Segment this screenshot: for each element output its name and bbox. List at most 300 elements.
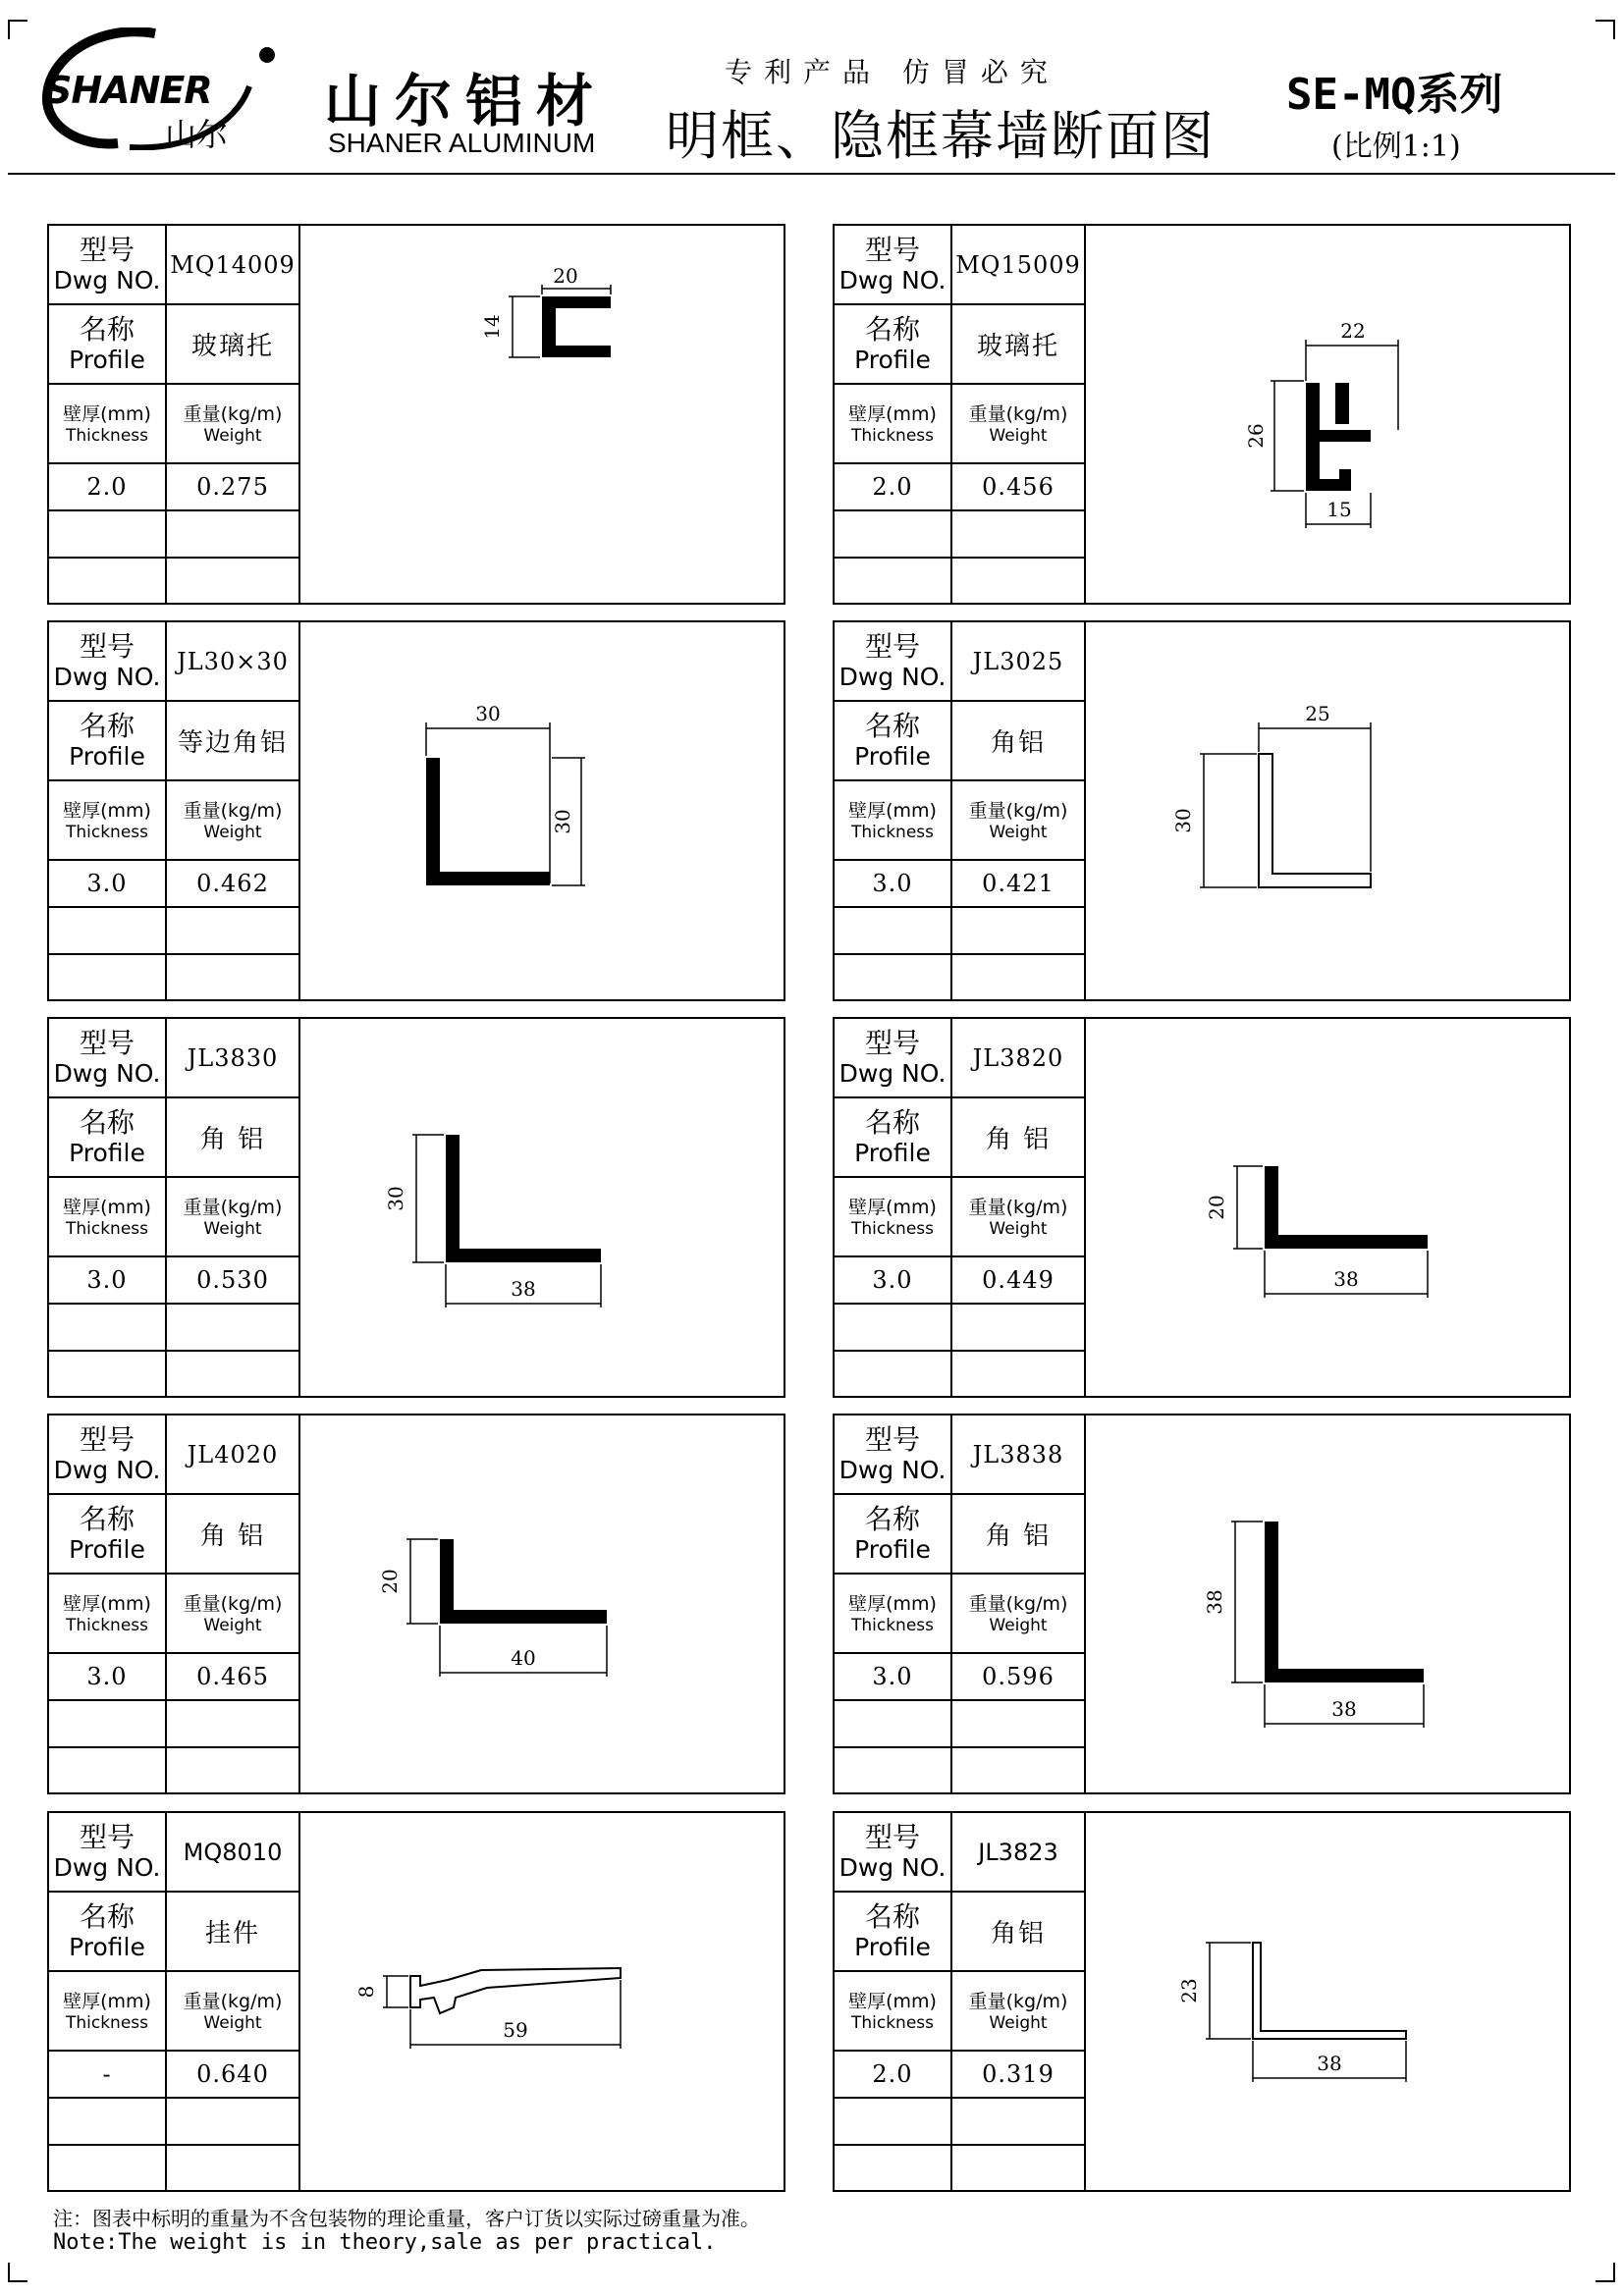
- profile-value: [952, 1495, 1084, 1575]
- thickness-label: [49, 781, 167, 861]
- profile-label-cn: 名称: [864, 1105, 920, 1139]
- weight-label-cn: 重量(kg/m): [968, 1196, 1068, 1218]
- section-drawing: [300, 1813, 785, 2192]
- model-value: [167, 226, 298, 305]
- blank-cell: [49, 908, 167, 955]
- model-value: [952, 1415, 1084, 1495]
- profile-label-cn: 名称: [864, 1899, 920, 1933]
- thickness-value: [49, 2052, 167, 2099]
- profile-label-en: Profile: [854, 1138, 931, 1167]
- weight-label-cn: 重量(kg/m): [183, 402, 283, 425]
- thickness-label-en: Thickness: [65, 822, 149, 842]
- blank-cell: [952, 1352, 1084, 1398]
- thickness-label-en: Thickness: [850, 1615, 935, 1635]
- channel-profile: [542, 296, 611, 357]
- model-label-cn: 型号: [79, 1026, 135, 1059]
- model-label-en: Dwg NO.: [839, 1058, 947, 1088]
- thickness-value: [835, 464, 952, 511]
- blank-cell: [49, 1352, 167, 1398]
- spec-table: [49, 226, 300, 605]
- weight-value-text: 0.319: [982, 2060, 1055, 2088]
- weight-label: [952, 781, 1084, 861]
- series-code: SE-MQ系列: [1286, 70, 1503, 120]
- thickness-label: [49, 1575, 167, 1654]
- section-drawing: [1086, 1415, 1571, 1794]
- profile-label: [835, 305, 952, 385]
- model-label-en: Dwg NO.: [53, 1058, 161, 1088]
- footer-note-en: Note:The weight is in theory,sale as per practical.: [53, 2230, 717, 2255]
- thickness-value-text: 3.0: [86, 1663, 128, 1690]
- weight-label-cn: 重量(kg/m): [968, 1990, 1068, 2012]
- model-label: [49, 226, 167, 305]
- weight-value-text: 0.275: [196, 473, 269, 501]
- blank-cell: [952, 559, 1084, 605]
- model-label: [49, 1415, 167, 1495]
- section-drawing: [1086, 1019, 1571, 1398]
- thickness-label: [49, 1178, 167, 1257]
- weight-label-en: Weight: [989, 2012, 1048, 2033]
- spec-table: [835, 622, 1086, 1001]
- profile-label-cn: 名称: [864, 312, 920, 346]
- profile-card-MQ15009: [833, 224, 1571, 605]
- thickness-label: [835, 1972, 952, 2052]
- blank-cell: [952, 2099, 1084, 2146]
- thickness-value-text: 2.0: [872, 2060, 913, 2088]
- blank-cell: [835, 955, 952, 1001]
- thickness-value-text: 2.0: [872, 473, 913, 501]
- model-value: [952, 226, 1084, 305]
- profile-label: [835, 702, 952, 781]
- header-divider: [8, 173, 1615, 175]
- profile-card-JL3025: [833, 620, 1571, 1001]
- thickness-label-en: Thickness: [65, 1218, 149, 1239]
- blank-cell: [49, 955, 167, 1001]
- l-angle-profile: [440, 1539, 607, 1624]
- l-angle-profile: [1265, 1166, 1428, 1249]
- spec-table: [835, 1813, 1086, 2192]
- profile-value-text: 玻璃托: [190, 332, 274, 361]
- hook-profile: [410, 1968, 621, 2013]
- profile-label-cn: 名称: [79, 709, 135, 742]
- profile-section-svg: [300, 226, 785, 605]
- profile-label-en: Profile: [69, 1932, 145, 1961]
- model-label-en: Dwg NO.: [53, 1852, 161, 1882]
- thickness-value-text: -: [102, 2060, 112, 2088]
- thickness-value-text: 3.0: [872, 1266, 913, 1294]
- model-value-text: MQ8010: [183, 1838, 283, 1866]
- profile-value-text: 角 铝: [199, 1125, 266, 1154]
- section-drawing: [1086, 1813, 1571, 2192]
- model-value-text: JL3838: [972, 1440, 1064, 1468]
- dim-height: 23: [1177, 1978, 1201, 2003]
- weight-label-en: Weight: [203, 822, 262, 842]
- model-label-en: Dwg NO.: [839, 265, 947, 294]
- weight-label-en: Weight: [203, 1218, 262, 1239]
- blank-cell: [49, 1305, 167, 1352]
- weight-label-en: Weight: [203, 425, 262, 446]
- weight-label-cn: 重量(kg/m): [968, 799, 1068, 822]
- weight-label-en: Weight: [203, 2012, 262, 2033]
- weight-label: [167, 385, 298, 464]
- section-drawing: [300, 226, 785, 605]
- profile-label: [835, 1098, 952, 1178]
- blank-cell: [49, 559, 167, 605]
- weight-value-text: 0.462: [196, 870, 269, 897]
- blank-cell: [835, 908, 952, 955]
- profile-value-text: 角 铝: [199, 1522, 266, 1551]
- weight-value-text: 0.465: [196, 1663, 269, 1690]
- profile-label-cn: 名称: [79, 312, 135, 346]
- profile-card-JL3820: [833, 1017, 1571, 1398]
- profile-value-text: 玻璃托: [976, 332, 1059, 361]
- weight-label: [167, 781, 298, 861]
- weight-value: [167, 2052, 298, 2099]
- model-value: [952, 1813, 1084, 1893]
- profile-value: [952, 1098, 1084, 1178]
- section-drawing: [300, 622, 785, 1001]
- profile-label-en: Profile: [69, 1138, 145, 1167]
- dim-height: 30: [1171, 808, 1195, 833]
- dim-width: 38: [1333, 1267, 1359, 1291]
- profile-section-svg: [1086, 622, 1571, 1001]
- profile-label: [49, 1495, 167, 1575]
- model-value: [167, 1415, 298, 1495]
- crop-mark-bottom-right: [1596, 2263, 1615, 2282]
- model-label-cn: 型号: [864, 629, 920, 663]
- dim-width: 38: [1317, 2052, 1342, 2075]
- model-value-text: MQ14009: [170, 250, 296, 279]
- dimension-extension-line: [1335, 383, 1349, 424]
- blank-cell: [952, 511, 1084, 559]
- weight-label-cn: 重量(kg/m): [183, 1196, 283, 1218]
- model-label-en: Dwg NO.: [839, 1852, 947, 1882]
- profile-label: [49, 702, 167, 781]
- model-value: [952, 622, 1084, 702]
- weight-value: [167, 1257, 298, 1305]
- profile-label-en: Profile: [854, 741, 931, 771]
- l-angle-profile: [1265, 1522, 1424, 1682]
- dim-width: 20: [553, 264, 578, 288]
- weight-label-en: Weight: [989, 1615, 1048, 1635]
- spec-table: [835, 1415, 1086, 1794]
- weight-label-cn: 重量(kg/m): [968, 402, 1068, 425]
- section-drawing: [300, 1415, 785, 1794]
- profile-label-en: Profile: [69, 1534, 145, 1564]
- profile-card-MQ8010: [47, 1811, 785, 2192]
- thickness-value-text: 3.0: [872, 870, 913, 897]
- thickness-label: [49, 385, 167, 464]
- blank-cell: [49, 2146, 167, 2192]
- blank-cell: [167, 1701, 298, 1748]
- thickness-label-cn: 壁厚(mm): [848, 1990, 937, 2012]
- model-value: [167, 1813, 298, 1893]
- model-label: [49, 622, 167, 702]
- profile-label: [835, 1893, 952, 1972]
- spec-table: [49, 1813, 300, 2192]
- dim-height: 26: [1244, 423, 1268, 449]
- thickness-label: [49, 1972, 167, 2052]
- thickness-value: [49, 1654, 167, 1701]
- profile-label-en: Profile: [854, 345, 931, 374]
- thickness-value: [835, 861, 952, 908]
- weight-label-en: Weight: [989, 425, 1048, 446]
- blank-cell: [835, 2099, 952, 2146]
- thickness-value-text: 2.0: [86, 473, 128, 501]
- model-value: [167, 622, 298, 702]
- weight-value: [952, 861, 1084, 908]
- profile-label-en: Profile: [854, 1534, 931, 1564]
- dim-width: 22: [1340, 319, 1366, 343]
- weight-value-text: 0.530: [196, 1266, 269, 1294]
- model-label: [49, 1019, 167, 1098]
- profile-label-en: Profile: [69, 345, 145, 374]
- profile-value-text: 角铝: [990, 1919, 1046, 1949]
- outline-angle-profile: [1259, 754, 1371, 887]
- model-label-cn: 型号: [864, 1820, 920, 1853]
- thickness-label-cn: 壁厚(mm): [848, 1196, 937, 1218]
- profile-card-MQ14009: [47, 224, 785, 605]
- profile-label: [835, 1495, 952, 1575]
- crop-mark-bottom-left: [8, 2263, 27, 2282]
- thickness-label: [835, 1575, 952, 1654]
- blank-cell: [835, 511, 952, 559]
- profile-value: [952, 1893, 1084, 1972]
- profile-section-svg: [1086, 1019, 1571, 1398]
- thickness-label-cn: 壁厚(mm): [63, 1592, 151, 1615]
- section-drawing: [1086, 622, 1571, 1001]
- scale-note: (比例1:1): [1331, 130, 1461, 164]
- thickness-label-cn: 壁厚(mm): [63, 1196, 151, 1218]
- profile-label: [49, 1098, 167, 1178]
- footer-note-cn: 注：图表中标明的重量为不含包装物的理论重量，客户订货以实际过磅重量为准。: [53, 2207, 760, 2230]
- spec-table: [49, 1415, 300, 1794]
- thickness-label: [835, 1178, 952, 1257]
- logo-subtitle: 山尔: [165, 116, 229, 153]
- thickness-label-en: Thickness: [65, 1615, 149, 1635]
- weight-label-en: Weight: [989, 1218, 1048, 1239]
- weight-label: [167, 1178, 298, 1257]
- blank-cell: [167, 908, 298, 955]
- profile-section-svg: [1086, 1813, 1571, 2192]
- weight-value: [167, 861, 298, 908]
- profile-card-JL3830: [47, 1017, 785, 1398]
- profile-card-JL4020: [47, 1414, 785, 1794]
- dim-width: 59: [503, 2018, 528, 2042]
- thickness-value: [835, 2052, 952, 2099]
- dim-height: 20: [378, 1569, 402, 1594]
- thickness-label-cn: 壁厚(mm): [63, 402, 151, 425]
- weight-label: [952, 1972, 1084, 2052]
- thickness-value: [49, 464, 167, 511]
- profile-label-en: Profile: [69, 741, 145, 771]
- weight-label-cn: 重量(kg/m): [183, 1990, 283, 2012]
- blank-cell: [49, 1748, 167, 1794]
- profile-section-svg: [1086, 226, 1571, 605]
- model-value-text: JL3830: [187, 1043, 279, 1072]
- profile-value-text: 角铝: [990, 728, 1046, 758]
- profile-section-svg: [300, 1019, 785, 1398]
- thickness-label-en: Thickness: [850, 425, 935, 446]
- thickness-label: [835, 385, 952, 464]
- profile-label: [49, 305, 167, 385]
- profile-label-cn: 名称: [79, 1105, 135, 1139]
- profile-value: [952, 702, 1084, 781]
- model-label-cn: 型号: [864, 1026, 920, 1059]
- thickness-label: [835, 781, 952, 861]
- dim-height: 14: [480, 314, 504, 340]
- weight-value-text: 0.456: [982, 473, 1055, 501]
- model-value: [167, 1019, 298, 1098]
- model-label-cn: 型号: [79, 1422, 135, 1456]
- logo-wordmark: SHANER: [45, 69, 212, 112]
- profile-section-svg: [300, 622, 785, 1001]
- profile-value: [167, 1098, 298, 1178]
- section-drawing: [1086, 226, 1571, 605]
- blank-cell: [49, 1701, 167, 1748]
- thickness-label-en: Thickness: [65, 425, 149, 446]
- profile-label-cn: 名称: [79, 1899, 135, 1933]
- thickness-label-en: Thickness: [850, 822, 935, 842]
- blank-cell: [952, 1305, 1084, 1352]
- thickness-value: [49, 861, 167, 908]
- profile-section-svg: [1086, 1415, 1571, 1794]
- company-name-en: SHANER ALUMINUM: [328, 128, 596, 158]
- model-label-cn: 型号: [79, 629, 135, 663]
- blank-cell: [167, 1748, 298, 1794]
- document-title: 明框、隐框幕墙断面图: [666, 105, 1216, 167]
- profile-label-cn: 名称: [864, 709, 920, 742]
- profile-value: [167, 1495, 298, 1575]
- thickness-label-en: Thickness: [850, 2012, 935, 2033]
- profile-value: [167, 305, 298, 385]
- profile-section-svg: [300, 1813, 785, 2192]
- blank-cell: [167, 955, 298, 1001]
- profile-label-cn: 名称: [864, 1502, 920, 1535]
- weight-value-text: 0.640: [196, 2060, 269, 2088]
- spec-table: [49, 622, 300, 1001]
- model-value-text: MQ15009: [955, 250, 1081, 279]
- profile-value-text: 挂件: [204, 1919, 260, 1949]
- profile-label: [49, 1893, 167, 1972]
- blank-cell: [952, 2146, 1084, 2192]
- dim-width: 38: [511, 1277, 536, 1301]
- model-label-cn: 型号: [79, 233, 135, 266]
- weight-label: [952, 1178, 1084, 1257]
- blank-cell: [167, 1352, 298, 1398]
- dim-height: 8: [354, 1985, 378, 1999]
- weight-label-cn: 重量(kg/m): [968, 1592, 1068, 1615]
- dim-height: 38: [1203, 1589, 1226, 1615]
- thickness-label-en: Thickness: [850, 1218, 935, 1239]
- patent-note: 专利产品 仿冒必究: [725, 56, 1059, 88]
- profile-section-svg: [300, 1415, 785, 1794]
- blank-cell: [835, 1352, 952, 1398]
- profile-value: [167, 1893, 298, 1972]
- dim-height: 20: [1205, 1195, 1228, 1220]
- thickness-label-cn: 壁厚(mm): [848, 799, 937, 822]
- profile-label-en: Profile: [854, 1932, 931, 1961]
- weight-value: [952, 464, 1084, 511]
- weight-label-en: Weight: [203, 1615, 262, 1635]
- dim-width: 30: [475, 702, 501, 725]
- model-label-cn: 型号: [79, 1820, 135, 1853]
- model-label: [835, 226, 952, 305]
- blank-cell: [167, 559, 298, 605]
- blank-cell: [167, 1305, 298, 1352]
- model-label-en: Dwg NO.: [839, 1455, 947, 1484]
- thickness-label-en: Thickness: [65, 2012, 149, 2033]
- spec-table: [49, 1019, 300, 1398]
- weight-label: [167, 1972, 298, 2052]
- l-angle-profile: [446, 1135, 601, 1262]
- thickness-label-cn: 壁厚(mm): [848, 1592, 937, 1615]
- model-label: [835, 1415, 952, 1495]
- blank-cell: [952, 1748, 1084, 1794]
- weight-label-en: Weight: [989, 822, 1048, 842]
- weight-value: [167, 1654, 298, 1701]
- profile-value-text: 等边角铝: [177, 728, 288, 758]
- thickness-label-cn: 壁厚(mm): [63, 799, 151, 822]
- thickness-value: [49, 1257, 167, 1305]
- dim-bottom: 15: [1326, 498, 1352, 521]
- blank-cell: [49, 511, 167, 559]
- profile-card-JL30×30: [47, 620, 785, 1001]
- model-value-text: JL30×30: [177, 647, 289, 675]
- thickness-value-text: 3.0: [86, 870, 128, 897]
- model-value-text: JL3820: [972, 1043, 1064, 1072]
- blank-cell: [952, 908, 1084, 955]
- blank-cell: [167, 2146, 298, 2192]
- company-name-cn: 山尔铝材: [324, 68, 608, 134]
- model-label-en: Dwg NO.: [53, 265, 161, 294]
- model-label: [835, 1813, 952, 1893]
- model-value-text: JL3823: [978, 1838, 1058, 1866]
- blank-cell: [835, 1748, 952, 1794]
- blank-cell: [952, 1701, 1084, 1748]
- profile-value: [167, 702, 298, 781]
- model-value-text: JL4020: [187, 1440, 279, 1468]
- weight-label: [952, 385, 1084, 464]
- profile-card-JL3823: [833, 1811, 1571, 2192]
- dim-width: 40: [511, 1646, 536, 1670]
- model-label-en: Dwg NO.: [53, 1455, 161, 1484]
- model-value: [952, 1019, 1084, 1098]
- dim-width: 25: [1305, 702, 1330, 725]
- outline-angle-profile: [1253, 1943, 1406, 2039]
- model-label-cn: 型号: [864, 233, 920, 266]
- weight-value-text: 0.596: [982, 1663, 1055, 1690]
- spec-table: [835, 226, 1086, 605]
- weight-value: [952, 1654, 1084, 1701]
- model-label: [49, 1813, 167, 1893]
- blank-cell: [167, 511, 298, 559]
- blank-cell: [835, 2146, 952, 2192]
- profile-value: [952, 305, 1084, 385]
- page-header: [0, 0, 1623, 177]
- thickness-label-cn: 壁厚(mm): [63, 1990, 151, 2012]
- weight-label: [167, 1575, 298, 1654]
- model-label-cn: 型号: [864, 1422, 920, 1456]
- dim-height: 30: [551, 809, 574, 834]
- model-label-en: Dwg NO.: [839, 662, 947, 691]
- blank-cell: [835, 1305, 952, 1352]
- thickness-value: [835, 1257, 952, 1305]
- blank-cell: [952, 955, 1084, 1001]
- thickness-label-cn: 壁厚(mm): [848, 402, 937, 425]
- weight-value: [952, 2052, 1084, 2099]
- section-drawing: [300, 1019, 785, 1398]
- weight-label-cn: 重量(kg/m): [183, 799, 283, 822]
